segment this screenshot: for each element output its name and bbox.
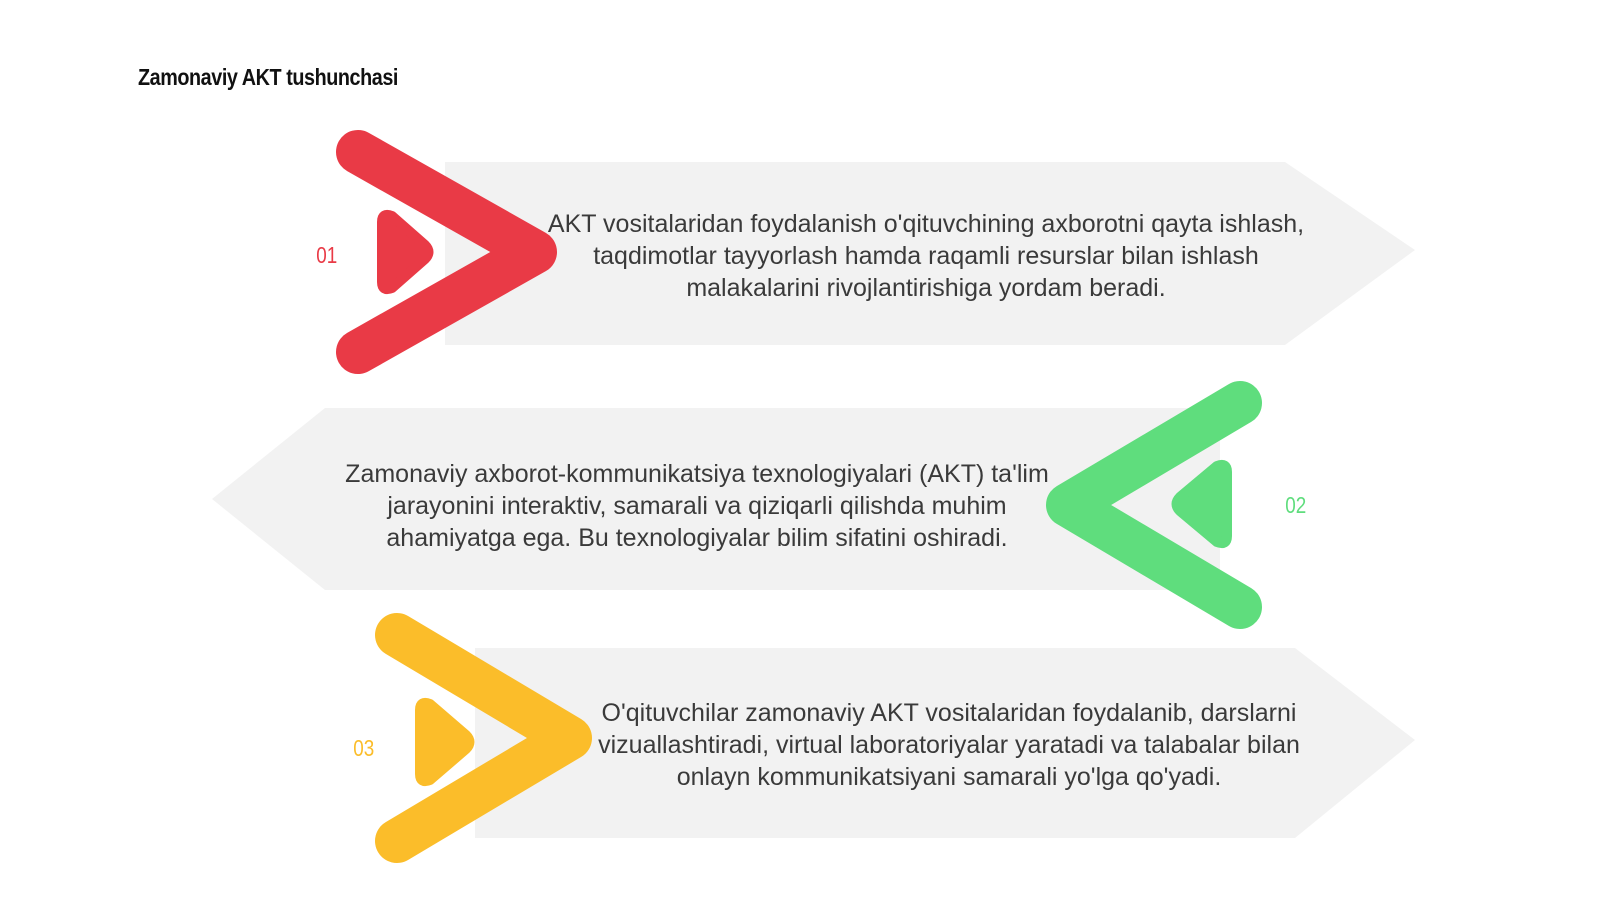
step-1-text xyxy=(526,208,1326,304)
step-2-line-1: Zamonaviy axborot-kommunikatsiya texnologiyalari (AKT) ta'lim xyxy=(345,460,1049,488)
step-2-line-2: jarayonini interaktiv, samarali va qiziqarli qilishda muhim xyxy=(387,492,1007,520)
page-title: Zamonaviy AKT tushunchasi xyxy=(138,64,398,90)
step-2-line-3: ahamiyatga ega. Bu texnologiyalar bilim sifatini oshiradi. xyxy=(386,524,1008,552)
step-3-text xyxy=(574,697,1324,793)
step-2-text xyxy=(322,458,1072,554)
step-3-line-1: O'qituvchilar zamonaviy AKT vositalaridan foydalanib, darslarni xyxy=(601,699,1297,727)
step-1-line-3: malakalarini rivojlantirishiga yordam beradi. xyxy=(686,274,1166,302)
step-3-number: 03 xyxy=(353,735,375,761)
step-3-line-3: onlayn kommunikatsiyani samarali yo'lga qo'yadi. xyxy=(676,763,1222,791)
step-1-line-1: AKT vositalaridan foydalanish o'qituvchining axborotni qayta ishlash, xyxy=(547,210,1305,238)
step-1-line-2: taqdimotlar tayyorlash hamda raqamli resurslar bilan ishlash xyxy=(593,242,1259,270)
step-1-number: 01 xyxy=(316,242,338,268)
step-2-number: 02 xyxy=(1285,492,1307,518)
step-3-line-2: vizuallashtiradi, virtual laboratoriyalar yaratadi va talabalar bilan xyxy=(598,731,1300,759)
